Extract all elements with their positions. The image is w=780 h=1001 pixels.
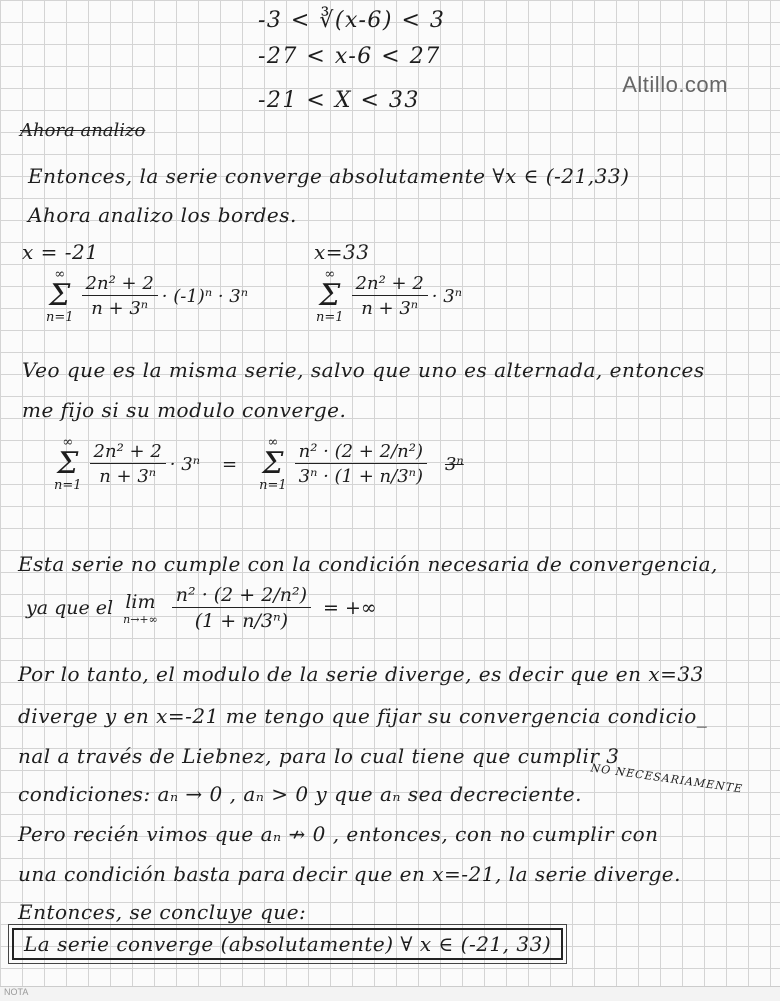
sum-lower: n=1 [54, 478, 82, 493]
paragraph-1-line-2: Ahora analizo los bordes. [28, 203, 297, 227]
fraction [82, 273, 158, 319]
inequality-line-3: -21 < X < 33 [258, 88, 420, 113]
paragraph-4-line-7: Entonces, se concluye que: [18, 900, 307, 924]
sigma-icon: Σ [262, 446, 284, 481]
denominator: n + 3ⁿ [99, 466, 157, 487]
inequality-line-1: -3 < ∛(x-6) < 3 [258, 8, 446, 33]
fraction [172, 584, 311, 632]
sigma-icon: Σ [57, 446, 79, 481]
modulus-equation [54, 436, 464, 492]
paragraph-1-line-1: Entonces, la serie converge absolutamente ∀x ∈ (-21,33) [28, 164, 630, 188]
border-right-label: x=33 [314, 240, 370, 264]
sum-lower: n=1 [259, 478, 287, 493]
crossed-out-text: Ahora analizo [20, 120, 146, 141]
sum-lower: n=1 [316, 310, 344, 325]
paragraph-3-line-1: Esta serie no cumple con la condición necesaria de convergencia, [18, 552, 718, 576]
paragraph-4-line-4: condiciones: aₙ → 0 , aₙ > 0 y que aₙ sea decreciente. [18, 782, 583, 806]
lim-word: lim [125, 590, 156, 613]
limit-operator [123, 591, 158, 626]
sigma-sum [259, 436, 287, 492]
numerator: 2n² + 2 [82, 273, 158, 296]
numerator: n² · (2 + 2/n²) [172, 584, 311, 608]
page-footer: NOTA [0, 986, 780, 1001]
sum-upper: ∞ [54, 267, 66, 282]
watermark-logo: Altillo.com [622, 72, 728, 97]
limit-result: = +∞ [323, 597, 377, 619]
sigma-icon: Σ [319, 278, 341, 313]
series-tail: · (-1)ⁿ · 3ⁿ [161, 285, 249, 307]
paragraph-4-line-6: una condición basta para decir que en x=-21, la serie diverge. [18, 862, 682, 886]
cancelled-term: 3ⁿ [444, 453, 464, 475]
equals-sign: = [222, 453, 238, 475]
sum-upper: ∞ [267, 435, 279, 450]
numerator: 2n² + 2 [90, 441, 166, 464]
margin-note: NO NECESARIAMENTE [589, 761, 744, 796]
paragraph-2-line-1: Veo que es la misma serie, salvo que uno es alternada, entonces [22, 358, 705, 382]
sigma-icon: Σ [49, 278, 71, 313]
sigma-sum [316, 268, 344, 324]
limit-expression [26, 584, 377, 632]
border-left-label: x = -21 [22, 240, 99, 264]
series-tail: · 3ⁿ [169, 453, 200, 475]
conclusion-box: La serie converge (absolutamente) ∀ x ∈ (-21, 33) [12, 928, 563, 960]
series-left-border [46, 268, 248, 324]
sum-upper: ∞ [324, 267, 336, 282]
denominator: n + 3ⁿ [91, 298, 149, 319]
paragraph-4-line-1: Por lo tanto, el modulo de la serie diverge, es decir que en x=33 [18, 662, 704, 686]
sum-lower: n=1 [46, 310, 74, 325]
sum-upper: ∞ [62, 435, 74, 450]
paragraph-2-line-2: me fijo si su modulo converge. [22, 398, 347, 422]
series-right-border [316, 268, 462, 324]
sigma-sum [46, 268, 74, 324]
denominator: n + 3ⁿ [361, 298, 419, 319]
fraction [352, 273, 428, 319]
lim-subscript: n→+∞ [123, 612, 158, 626]
denominator: 3ⁿ · (1 + n/3ⁿ) [298, 466, 423, 487]
paragraph-4-line-5: Pero recién vimos que aₙ ↛ 0 , entonces, con no cumplir con [18, 822, 659, 846]
numerator: 2n² + 2 [352, 273, 428, 296]
numerator: n² · (2 + 2/n²) [295, 441, 427, 464]
series-tail: · 3ⁿ [431, 285, 462, 307]
limit-lead-text: ya que el [26, 597, 114, 619]
fraction [90, 441, 166, 487]
denominator: (1 + n/3ⁿ) [194, 610, 289, 632]
paragraph-4-line-3: nal a través de Liebnez, para lo cual tiene que cumplir 3 [18, 744, 620, 768]
inequality-line-2: -27 < x-6 < 27 [258, 44, 441, 69]
paragraph-4-line-2: diverge y en x=-21 me tengo que fijar su convergencia condicio_ [18, 704, 708, 728]
sigma-sum [54, 436, 82, 492]
fraction [295, 441, 427, 487]
